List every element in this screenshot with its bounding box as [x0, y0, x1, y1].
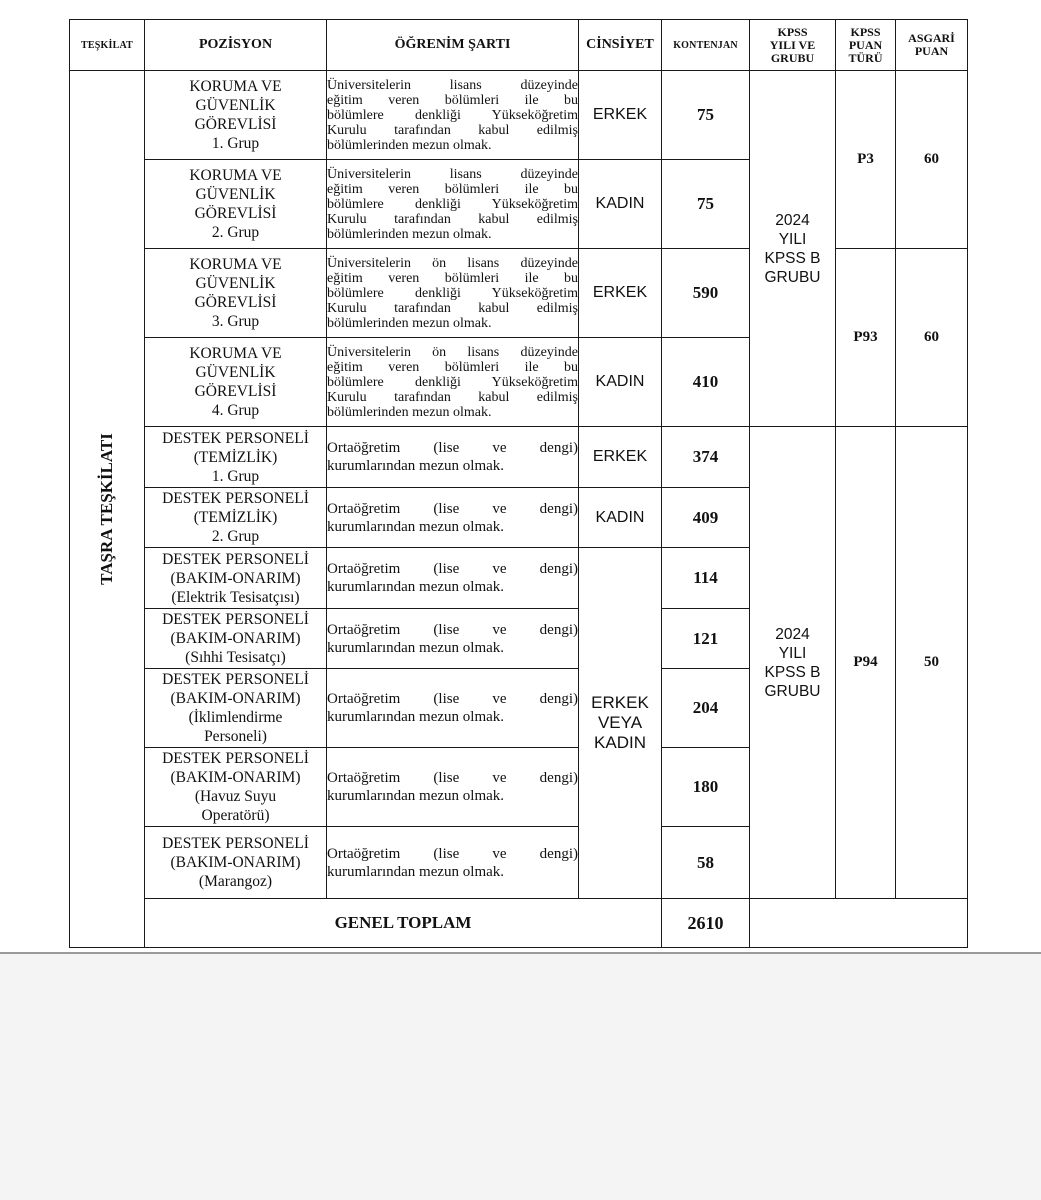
header-kontenjan: KONTENJAN — [662, 20, 750, 71]
education-cell: Üniversitelerin lisans düzeyinde eğitim veren bölümleri ile bu bölümlere denkliği Yükseköğretim Kurulu tarafından kabul edilmiş bölümlerinden mezun olmak. — [327, 160, 579, 249]
asgari-puan-p3: 60 — [896, 71, 968, 249]
quota-cell: 58 — [662, 827, 750, 899]
gender-cell: ERKEK — [579, 427, 662, 488]
kpss-group-cell: 2024 YILI KPSS B GRUBU — [750, 71, 836, 427]
position-cell: DESTEK PERSONELİ (TEMİZLİK) 2. Grup — [145, 488, 327, 548]
position-cell: KORUMA VE GÜVENLİK GÖREVLİSİ 3. Grup — [145, 249, 327, 338]
puan-turu-p93: P93 — [836, 249, 896, 427]
quota-cell: 410 — [662, 338, 750, 427]
kpss-group-cell-2: 2024 YILI KPSS B GRUBU — [750, 427, 836, 899]
header-asgari: ASGARİ PUAN — [896, 20, 968, 71]
quota-cell: 180 — [662, 748, 750, 827]
education-cell: Ortaöğretim (lise ve dengi) kurumlarından mezun olmak. — [327, 609, 579, 669]
total-value: 2610 — [662, 899, 750, 948]
quota-cell: 374 — [662, 427, 750, 488]
education-cell: Ortaöğretim (lise ve dengi) kurumlarından mezun olmak. — [327, 748, 579, 827]
quota-cell: 409 — [662, 488, 750, 548]
background-area — [0, 954, 1041, 1200]
position-cell: DESTEK PERSONELİ (BAKIM-ONARIM) (Sıhhi Tesisatçı) — [145, 609, 327, 669]
quota-cell: 121 — [662, 609, 750, 669]
total-label: GENEL TOPLAM — [145, 899, 662, 948]
position-cell: KORUMA VE GÜVENLİK GÖREVLİSİ 2. Grup — [145, 160, 327, 249]
position-cell: DESTEK PERSONELİ (BAKIM-ONARIM) (İklimlendirme Personeli) — [145, 669, 327, 748]
gender-cell: KADIN — [579, 488, 662, 548]
asgari-puan-p93: 60 — [896, 249, 968, 427]
table-row — [70, 71, 968, 160]
puan-turu-p3: P3 — [836, 71, 896, 249]
position-cell: DESTEK PERSONELİ (BAKIM-ONARIM) (Elektrik Tesisatçısı) — [145, 548, 327, 609]
position-cell: DESTEK PERSONELİ (BAKIM-ONARIM) (Havuz Suyu Operatörü) — [145, 748, 327, 827]
quota-cell: 75 — [662, 71, 750, 160]
education-cell: Üniversitelerin lisans düzeyinde eğitim veren bölümleri ile bu bölümlere denkliği Yükseköğretim Kurulu tarafından kabul edilmiş bölümlerinden mezun olmak. — [327, 71, 579, 160]
total-row — [70, 899, 968, 948]
total-empty — [750, 899, 968, 948]
education-cell: Ortaöğretim (lise ve dengi) kurumlarından mezun olmak. — [327, 669, 579, 748]
asgari-puan-p94: 50 — [896, 427, 968, 899]
education-cell: Üniversitelerin ön lisans düzeyinde eğitim veren bölümleri ile bu bölümlere denkliği Yükseköğretim Kurulu tarafından kabul edilmiş bölümlerinden mezun olmak. — [327, 249, 579, 338]
education-cell: Ortaöğretim (lise ve dengi) kurumlarından mezun olmak. — [327, 548, 579, 609]
position-cell: DESTEK PERSONELİ (TEMİZLİK) 1. Grup — [145, 427, 327, 488]
position-cell: KORUMA VE GÜVENLİK GÖREVLİSİ 1. Grup — [145, 71, 327, 160]
teskilat-cell — [70, 71, 145, 948]
puan-turu-p94: P94 — [836, 427, 896, 899]
gender-cell: ERKEK — [579, 71, 662, 160]
gender-cell: ERKEK — [579, 249, 662, 338]
header-ogrenim: ÖĞRENİM ŞARTI — [327, 20, 579, 71]
header-row — [70, 20, 968, 71]
header-pozisyon: POZİSYON — [145, 20, 327, 71]
teskilat-name: TAŞRA TEŞKİLATI — [97, 433, 116, 585]
quota-cell: 204 — [662, 669, 750, 748]
header-kpss-yil: KPSS YILI VE GRUBU — [750, 20, 836, 71]
education-cell: Ortaöğretim (lise ve dengi) kurumlarından mezun olmak. — [327, 488, 579, 548]
education-cell: Ortaöğretim (lise ve dengi) kurumlarından mezun olmak. — [327, 827, 579, 899]
position-cell: DESTEK PERSONELİ (BAKIM-ONARIM) (Marangoz) — [145, 827, 327, 899]
gender-cell: KADIN — [579, 338, 662, 427]
position-cell: KORUMA VE GÜVENLİK GÖREVLİSİ 4. Grup — [145, 338, 327, 427]
header-cinsiyet: CİNSİYET — [579, 20, 662, 71]
quota-cell: 590 — [662, 249, 750, 338]
gender-cell: KADIN — [579, 160, 662, 249]
table-row — [70, 427, 968, 488]
quota-cell: 114 — [662, 548, 750, 609]
education-cell: Üniversitelerin ön lisans düzeyinde eğitim veren bölümleri ile bu bölümlere denkliği Yükseköğretim Kurulu tarafından kabul edilmiş bölümlerinden mezun olmak. — [327, 338, 579, 427]
header-teskilat: TEŞKİLAT — [70, 20, 145, 71]
gender-cell-shared: ERKEK VEYA KADIN — [579, 548, 662, 899]
position-table — [69, 19, 968, 948]
header-kpss-puan: KPSS PUAN TÜRÜ — [836, 20, 896, 71]
quota-cell: 75 — [662, 160, 750, 249]
education-cell: Ortaöğretim (lise ve dengi) kurumlarından mezun olmak. — [327, 427, 579, 488]
